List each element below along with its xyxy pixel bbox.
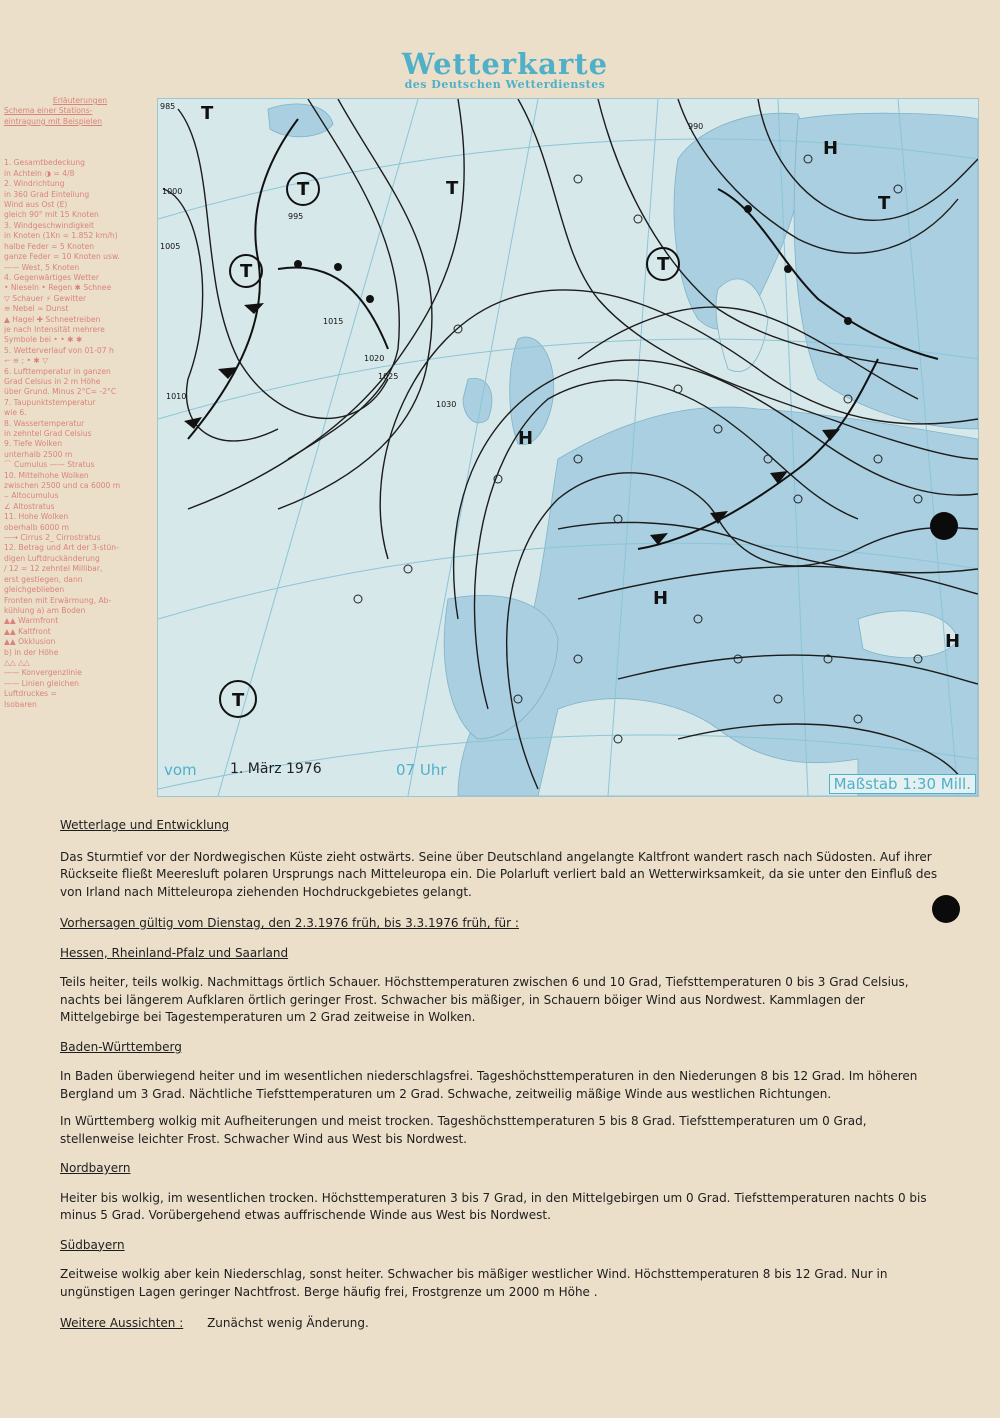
legend-line: ⌒ Cumulus —— Stratus	[4, 460, 95, 470]
isobar-label: 1010	[166, 392, 187, 401]
region-text-baden: In Baden überwiegend heiter und im wesentlichen niederschlagsfrei. Tageshöchsttemperaturen in den Niederungen 8 bis 12 Grad. Im höheren Bergland um 3 Grad. Nächtliche Tiefsttemperaturen um 2 Grad. Schwache, zeitweilig mäßige Winde aus westlichen Richtungen.	[60, 1069, 918, 1101]
chart-title-block	[380, 48, 630, 91]
legend-line: 10. Mittelhohe Wolken	[4, 470, 89, 480]
legend-line: gleichgeblieben	[4, 585, 65, 595]
land-masses	[268, 104, 978, 796]
region-heading-hessen: Hessen, Rheinland-Pfalz und Saarland	[60, 945, 289, 960]
legend-line: gleich 90° mit 15 Knoten	[4, 210, 99, 220]
region-heading-nordbayern: Nordbayern	[60, 1161, 131, 1175]
legend-line: Grad Celsius in 2 m Höhe	[4, 376, 101, 386]
legend-line: △△ △△	[4, 657, 30, 667]
low-letter: T	[446, 178, 459, 199]
map-date-prefix: vom	[164, 761, 197, 779]
isobar-label: 1000	[162, 187, 183, 196]
punch-hole	[930, 512, 958, 540]
land-ireland	[463, 378, 492, 423]
legend-line: • Nieseln • Regen ✱ Schnee	[4, 283, 112, 293]
legend-line: ≡ Nebel ∞ Dunst	[4, 304, 69, 314]
legend-line: oberhalb 6000 m	[4, 522, 70, 532]
legend-line: ▲ Hagel ✚ Schneetreiben	[4, 314, 101, 324]
legend-line	[4, 148, 156, 158]
high-letter: H	[518, 428, 534, 449]
legend-line: ▲▲ Okklusion	[4, 637, 56, 647]
high-letter: H	[653, 588, 669, 609]
report	[60, 817, 940, 1333]
legend-line: zwischen 2500 und ca 6000 m	[4, 481, 121, 491]
legend	[4, 96, 156, 796]
map-scale: Maßstab 1:30 Mill.	[829, 774, 976, 794]
isobar-label: 1015	[323, 317, 344, 326]
legend-line: ganze Feder = 10 Knoten usw.	[4, 252, 120, 262]
isobar-label: 995	[288, 212, 304, 221]
legend-line: 7. Taupunktstemperatur	[4, 397, 96, 407]
legend-line: ∠ Altostratus	[4, 501, 55, 511]
legend-line: in 360 Grad Einteilung	[4, 189, 90, 199]
legend-line: ▲▲ Warmfront	[4, 616, 59, 626]
outlook-label: Weitere Aussichten :	[60, 1316, 184, 1330]
isobar-label: 1025	[378, 372, 399, 381]
legend-line: ▲▲ Kaltfront	[4, 626, 51, 636]
legend-line: Luftdruckes =	[4, 689, 57, 699]
map-time: 07 Uhr	[396, 761, 447, 779]
legend-line: ⌐ ≡ ; • ✱ ▽	[4, 356, 49, 366]
legend-line: 9. Tiefe Wolken	[4, 439, 63, 449]
legend-line: —— Linien gleichen	[4, 678, 79, 688]
legend-line: in Knoten (1Kn = 1.852 km/h)	[4, 231, 118, 241]
low-letter: T	[240, 261, 253, 282]
legend-line: 5. Wetterverlauf von 01-07 h	[4, 345, 114, 355]
legend-line: je nach Intensität mehrere	[4, 324, 105, 334]
low-letter: T	[297, 179, 310, 200]
legend-line: in Achteln ◑ = 4/8	[4, 168, 75, 178]
legend-line: über Grund. Minus 2°C= -2°C	[4, 387, 117, 397]
isobar-label: 990	[688, 122, 704, 131]
legend-line: b) in der Höhe	[4, 647, 59, 657]
region-text-hessen: Teils heiter, teils wolkig. Nachmittags örtlich Schauer. Höchsttemperaturen zwischen 6 und 10 Grad, Tiefsttemperaturen 0 bis 3 Grad Celsius, nachts bei längerem Aufklaren örtlich geringer Frost. Schwacher bis mäßiger, in Schauern böiger Wind aus Nordwest. Kammlagen der Mittelgebirge bei Tagestemperaturen um 2 Grad zeitweise in Wolken.	[60, 975, 909, 1024]
forecast-heading: Vorhersagen gültig vom Dienstag, den 2.3.1976 früh, bis 3.3.1976 früh, für :	[60, 916, 519, 930]
chart-title: Wetterkarte	[401, 47, 609, 81]
region-text-nordbayern: Heiter bis wolkig, im wesentlichen trocken. Höchsttemperaturen 3 bis 7 Grad, in den Mittelgebirgen um 0 Grad. Tiefsttemperaturen nachts 0 bis minus 5 Grad. Vorübergehend etwas auffrischende Winde aus West bis Nordwest.	[60, 1190, 927, 1222]
region-text-wuerttemberg: In Württemberg wolkig mit Aufheiterungen und meist trocken. Tageshöchsttemperaturen 5 bis 8 Grad. Tiefsttemperaturen um 0 Grad, stellenweise leichter Frost. Schwacher Wind aus West bis Nordwest.	[60, 1114, 867, 1146]
region-text-suedbayern: Zeitweise wolkig aber kein Niederschlag, sonst heiter. Schwacher bis mäßiger westlicher Wind. Höchsttemperaturen 8 bis 12 Grad. Nur in ungünstigen Lagen geringer Nachtfrost. Berge häufig frei, Frostgrenze um 2000 m Höhe .	[60, 1267, 888, 1299]
report-situation: Das Sturmtief vor der Nordwegischen Küste zieht ostwärts. Seine über Deutschland angelangte Kaltfront wandert rasch nach Südosten. Auf ihrer Rückseite fließt Meeresluft polaren Ursprungs nach Mitteleuropa ein. Die Polarluft verliert bald an Wetterwirksamkeit, da sie unter den Einfluß des von Irland nach Mitteleuropa ziehenden Hochdruckgebietes gelangt.	[60, 849, 938, 899]
legend-line: ⌣ Altocumulus	[4, 491, 59, 501]
legend-line: / 12 = 12 zehntel Millibar,	[4, 564, 103, 574]
legend-line: halbe Feder = 5 Knoten	[4, 241, 95, 251]
chart-subtitle: des Deutschen Wetterdienstes	[404, 78, 606, 91]
legend-line: Erläuterungen	[52, 96, 108, 105]
low-letter: T	[878, 193, 891, 214]
legend-line: 8. Wassertemperatur	[4, 418, 85, 428]
low-letter: T	[657, 254, 670, 275]
legend-line: 11. Hohe Wolken	[4, 512, 69, 522]
legend-line: 12. Betrag und Art der 3-stün-	[4, 543, 119, 553]
legend-line: Fronten mit Erwärmung, Ab-	[4, 595, 112, 605]
legend-line: 2. Windrichtung	[4, 179, 65, 189]
region-heading-bw: Baden-Württemberg	[60, 1039, 182, 1054]
region-heading-suedbayern: Südbayern	[60, 1237, 125, 1252]
outlook-text: Zunächst wenig Änderung.	[207, 1316, 369, 1330]
high-letter: H	[823, 138, 839, 159]
legend-line: ▽ Schauer ⚡ Gewitter	[4, 293, 87, 303]
legend-line: —— Konvergenzlinie	[4, 668, 82, 678]
legend-line: Symbole bei • • ✱ ✱	[4, 335, 83, 345]
isobar-label: 985	[160, 102, 176, 111]
legend-line: 4. Gegenwärtiges Wetter	[4, 272, 99, 282]
legend-line: in zehntel Grad Celsius	[4, 429, 92, 438]
map-drawing	[158, 99, 978, 796]
low-letter: T	[201, 103, 214, 124]
map-date: 1. März 1976	[230, 761, 322, 777]
low-letter: T	[232, 690, 245, 711]
isobar-label: 1030	[436, 400, 457, 409]
legend-line: erst gestiegen, dann	[4, 574, 83, 584]
legend-line: digen Luftdruckänderung	[4, 553, 100, 563]
legend-line: Wind aus Ost (E)	[4, 200, 68, 210]
legend-line: 6. Lufttemperatur in ganzen	[4, 366, 111, 376]
report-heading: Wetterlage und Entwicklung	[60, 818, 230, 832]
legend-line: kühlung a) am Boden	[4, 605, 86, 615]
legend-line: 1. Gesamtbedeckung	[4, 158, 85, 168]
legend-line: Schema einer Stations-	[4, 106, 93, 116]
legend-line: —— West, 5 Knoten	[4, 262, 80, 272]
weather-map	[157, 98, 979, 797]
outlook	[60, 1315, 940, 1333]
isobar-label: 1005	[160, 242, 181, 251]
high-letter: H	[945, 631, 961, 652]
legend-line: eintragung mit Beispielen	[4, 116, 103, 126]
legend-line: —→ Cirrus 2_ Cirrostratus	[4, 533, 101, 543]
isobar-label: 1020	[364, 354, 385, 363]
legend-line: 3. Windgeschwindigkeit	[4, 220, 94, 230]
legend-line: wie 6.	[4, 408, 27, 418]
legend-line: Isobaren	[4, 699, 37, 709]
legend-line	[4, 138, 156, 148]
legend-line	[4, 127, 156, 137]
legend-line: unterhalb 2500 m	[4, 449, 73, 459]
land-iceland	[268, 104, 333, 137]
